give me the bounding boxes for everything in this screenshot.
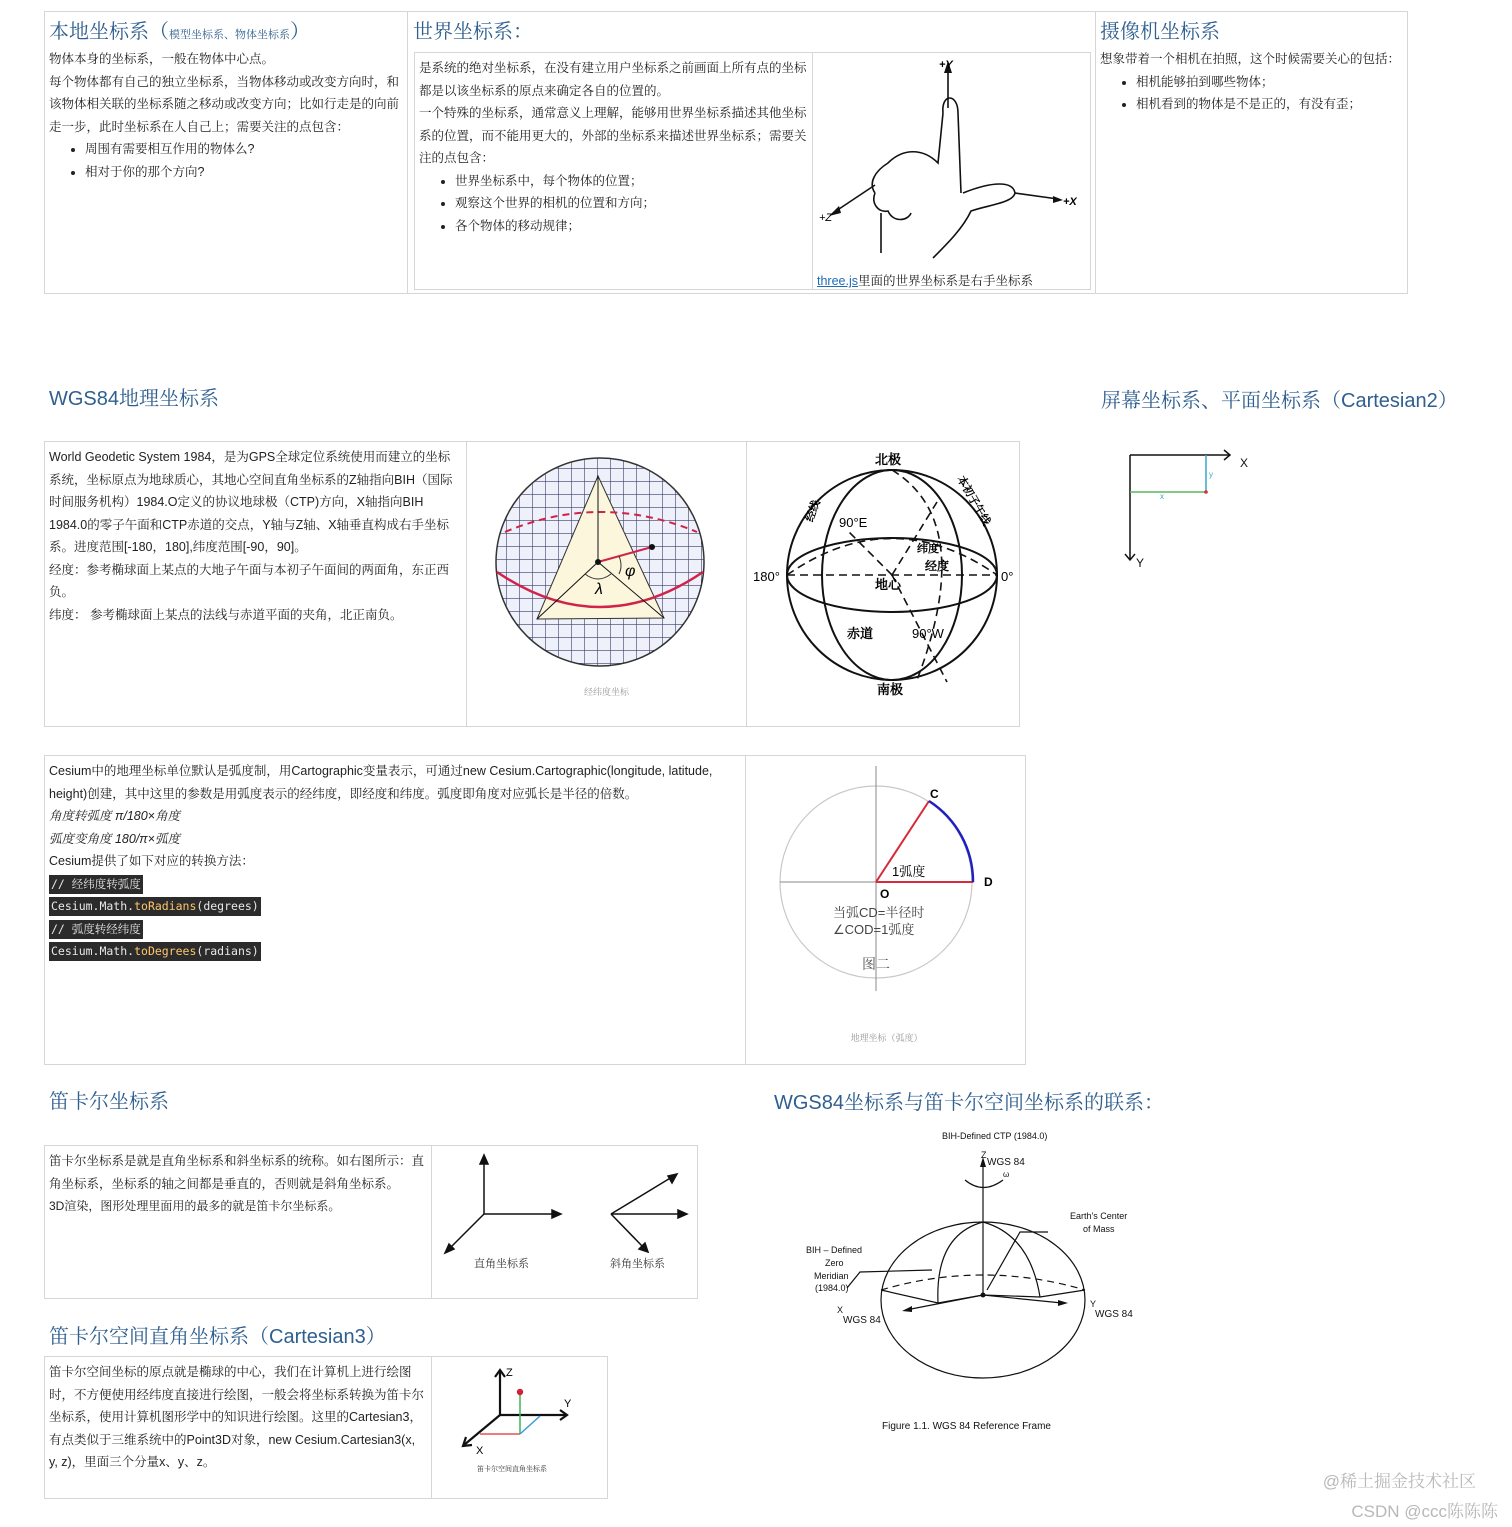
cartesian3-table: [44, 1356, 608, 1499]
world-bullets: [419, 170, 808, 238]
cartesian-para-1: 笛卡尔坐标系是就是直角坐标系和斜坐标系的统称。如右图所示：直角坐标系，坐标系的轴之间都是垂直的，否则就是斜角坐标系。: [49, 1154, 425, 1191]
svg-text:斜角坐标系: 斜角坐标系: [610, 1258, 665, 1270]
wgs84-table: [44, 441, 1020, 727]
svg-text:∠COD=1弧度: ∠COD=1弧度: [833, 922, 915, 937]
cartesian3-axes-icon: [432, 1357, 610, 1497]
list-item: • 相对于你的那个方向?: [85, 161, 403, 184]
globe-figure: [746, 442, 1021, 726]
svg-text:BIH – Defined: BIH – Defined: [806, 1245, 863, 1255]
sphere-caption: 经纬度坐标: [583, 687, 629, 697]
local-title: 本地坐标系（模型坐标系、物体坐标系）: [49, 21, 310, 43]
list-item: • 世界坐标系中，每个物体的位置；: [455, 170, 808, 193]
formula-deg-to-rad: 角度转弧度 π/180×角度: [49, 809, 180, 823]
local-para-1: 物体本身的坐标系，一般在物体中心点。: [49, 52, 275, 66]
radian-caption: 地理坐标（弧度）: [850, 1033, 923, 1043]
svg-text:纬度: 纬度: [917, 543, 939, 555]
svg-text:WGS 84: WGS 84: [987, 1157, 1025, 1168]
svg-text:北极: 北极: [875, 452, 902, 467]
svg-text:WGS 84: WGS 84: [843, 1315, 881, 1326]
svg-text:O: O: [880, 887, 890, 901]
figure-caption: 里面的世界坐标系是右手坐标系: [858, 274, 1034, 288]
svg-text:Earth's Center: Earth's Center: [1070, 1211, 1128, 1221]
svg-text:X: X: [476, 1445, 484, 1457]
svg-text:Figure 1.1. WGS 84 Referenc: Figure 1.1. WGS 84 Reference Frame: [882, 1421, 1051, 1432]
svg-text:(1984.0): (1984.0): [815, 1283, 849, 1293]
cartesian-table: [44, 1145, 698, 1299]
cartesian-figure: [431, 1146, 699, 1298]
svg-text:Zero: Zero: [825, 1258, 844, 1268]
svg-text:地心: 地心: [875, 577, 902, 592]
wgs84-para-3: 纬度： 参考椭球面上某点的法线与赤道平面的夹角，北正南负。: [49, 607, 403, 622]
local-subtitle: 模型坐标系、物体坐标系: [169, 29, 290, 41]
svg-text:90°E: 90°E: [839, 515, 868, 530]
svg-text:φ: φ: [625, 563, 636, 580]
svg-text:Y: Y: [1090, 1299, 1097, 1309]
right-hand-rule-icon: [813, 53, 1093, 268]
svg-text:X: X: [1240, 456, 1249, 470]
svg-text:本初子午线: 本初子午线: [954, 474, 993, 528]
svg-text:+X: +X: [1063, 196, 1077, 208]
top-table: [44, 11, 1408, 294]
code-comment: // 经纬度转弧度: [49, 875, 143, 894]
radian-circle-icon: [746, 756, 1028, 1026]
cartesian-title: 笛卡尔坐标系: [49, 1091, 169, 1113]
local-para-2: 每个物体都有自己的独立坐标系，当物体移动或改变方向时，和该物体相关联的坐标系随之移动或改变方向；比如行走是的向前走一步，此时坐标系在人自己上；需要关注的点包含：: [49, 74, 400, 134]
list-item: • 相机能够拍到哪些物体；: [1136, 71, 1405, 94]
svg-text:赤道: 赤道: [847, 626, 874, 641]
list-item: • 各个物体的移动规律；: [455, 215, 808, 238]
svg-text:0°: 0°: [1001, 569, 1014, 584]
wgs84-reference-frame-icon: [790, 1125, 1150, 1445]
svg-text:1弧度: 1弧度: [892, 864, 926, 879]
code-block: [49, 873, 741, 963]
camera-para: 想象带着一个相机在拍照，这个时候需要关心的包括：: [1100, 52, 1401, 66]
local-coordinate-cell: [45, 12, 407, 293]
radian-figure: [745, 756, 1027, 1064]
svg-text:Z: Z: [506, 1367, 513, 1379]
cesium-para: Cesium中的地理坐标单位默认是弧度制，用Cartographic变量表示，可通过new Cesium.Cartographic(longitude, latitude, height)创建，其中这里的参数是用弧度表示的经纬度，即经度和纬度。弧度即角度对应弧长是半径的倍数。: [49, 764, 713, 801]
camera-coordinate-cell: [1095, 12, 1409, 293]
methods-intro: Cesium提供了如下对应的转换方法：: [49, 854, 254, 868]
svg-text:+Y: +Y: [939, 59, 953, 71]
code-comment: // 弧度转经纬度: [49, 920, 143, 939]
globe-diagram-icon: [747, 442, 1022, 726]
list-item: • 观察这个世界的相机的位置和方向；: [455, 192, 808, 215]
world-para-1: 是系统的绝对坐标系，在没有建立用户坐标系之前画面上所有点的坐标都是以该坐标系的原点来确定各自的位置的。: [419, 61, 807, 98]
svg-text:ω: ω: [1003, 1170, 1010, 1179]
wgs84-para-1: World Geodetic System 1984，是为GPS全球定位系统使用而建立的坐标系统，坐标原点为地球质心，其地心空间直角坐标系的Z轴指向BIH（国际时间服务机构）1984.O定义的协议地球极（CTP)方向，X轴指向BIH 1984.0的零子午面和CTP赤道的交点，Y轴与Z轴、X轴垂直构成右手坐标系。进度范围[-180，180],纬度范围[-90，90]。: [49, 450, 453, 554]
world-para-2: 一个特殊的坐标系，通常意义上理解，能够用世界坐标系描述其他坐标系的位置，而不能用更大的，外部的坐标系来描述世界坐标系；需要关注的点包含：: [419, 106, 807, 165]
wgs84-title: WGS84地理坐标系: [49, 388, 220, 410]
sphere-diagram-icon: [467, 442, 747, 692]
formula-rad-to-deg: 弧度变角度 180/π×弧度: [49, 831, 180, 846]
code-line: Cesium.Math.toRadians(degrees): [49, 897, 261, 916]
svg-text:y: y: [1209, 470, 1213, 479]
svg-text:南极: 南极: [877, 682, 904, 697]
cartesian3-figure: [431, 1357, 609, 1498]
list-item: • 相机看到的物体是不是正的，有没有歪；: [1136, 93, 1405, 116]
svg-text:WGS 84: WGS 84: [1095, 1309, 1133, 1320]
svg-text:Meridian: Meridian: [814, 1271, 849, 1281]
svg-text:of Mass: of Mass: [1083, 1224, 1115, 1234]
svg-text:经度: 经度: [925, 559, 950, 573]
screen-coordinate-title: 屏幕坐标系、平面坐标系（Cartesian2）: [1101, 390, 1458, 412]
svg-text:直角坐标系: 直角坐标系: [474, 1258, 529, 1270]
screen-axes-icon: [1120, 445, 1260, 575]
code-line: Cesium.Math.toDegrees(radians): [49, 942, 261, 961]
local-bullets: [49, 138, 403, 183]
svg-text:经线: 经线: [803, 498, 823, 524]
camera-title: 摄像机坐标系: [1100, 21, 1220, 43]
world-inner-table: [414, 52, 1091, 290]
camera-bullets: [1100, 71, 1405, 116]
svg-text:图二: 图二: [862, 956, 890, 972]
svg-text:笛卡尔空间直角坐标系: 笛卡尔空间直角坐标系: [477, 1466, 547, 1473]
svg-text:+Z: +Z: [819, 212, 833, 224]
world-coordinate-cell: [407, 12, 1095, 293]
svg-text:X: X: [837, 1305, 844, 1315]
svg-text:x: x: [1160, 492, 1164, 501]
watermark-csdn: CSDN @ccc陈陈陈: [1351, 1502, 1498, 1521]
cartesian-para-2: 3D渲染，图形处理里面用的最多的就是笛卡尔坐标系。: [49, 1199, 341, 1213]
svg-text:Y: Y: [564, 1398, 572, 1410]
cesium-table: [44, 755, 1026, 1065]
svg-text:180°: 180°: [753, 569, 780, 584]
right-hand-figure: [812, 53, 1092, 289]
cartesian-axes-icon: [432, 1146, 700, 1296]
threejs-link[interactable]: three.js: [817, 274, 858, 288]
svg-text:BIH-Defined CTP (1984.0): BIH-Defined CTP (1984.0): [942, 1131, 1048, 1141]
wgs84-para-2: 经度：参考椭球面上某点的大地子午面与本初子午面间的两面角，东正西负。: [49, 562, 450, 599]
world-title: 世界坐标系：: [413, 21, 533, 43]
cartesian3-para: 笛卡尔空间坐标的原点就是椭球的中心，我们在计算机上进行绘图时，不方便使用经纬度直接进行绘图，一般会将坐标系转换为笛卡尔坐标系，使用计算机图形学中的知识进行绘图。这里的Cartesian3，有点类似于三维系统中的Point3D对象，new Cesium.Cartesian3(x, y, z)，里面三个分量x、y、z。: [49, 1365, 425, 1469]
svg-text:90°W: 90°W: [912, 626, 944, 641]
list-item: • 周围有需要相互作用的物体么?: [85, 138, 403, 161]
relation-title: WGS84坐标系与笛卡尔空间坐标系的联系：: [774, 1092, 1165, 1114]
svg-text:Z: Z: [981, 1150, 987, 1160]
lat-lon-sphere-figure: [466, 442, 746, 726]
watermark-juejin: @稀土掘金技术社区: [1322, 1472, 1476, 1491]
svg-text:当弧CD=半径时: 当弧CD=半径时: [833, 905, 925, 920]
svg-text:λ: λ: [595, 581, 603, 598]
cartesian3-title: 笛卡尔空间直角坐标系（Cartesian3）: [49, 1326, 386, 1348]
svg-text:C: C: [930, 787, 939, 801]
svg-text:Y: Y: [1136, 556, 1145, 570]
svg-text:D: D: [984, 875, 993, 889]
